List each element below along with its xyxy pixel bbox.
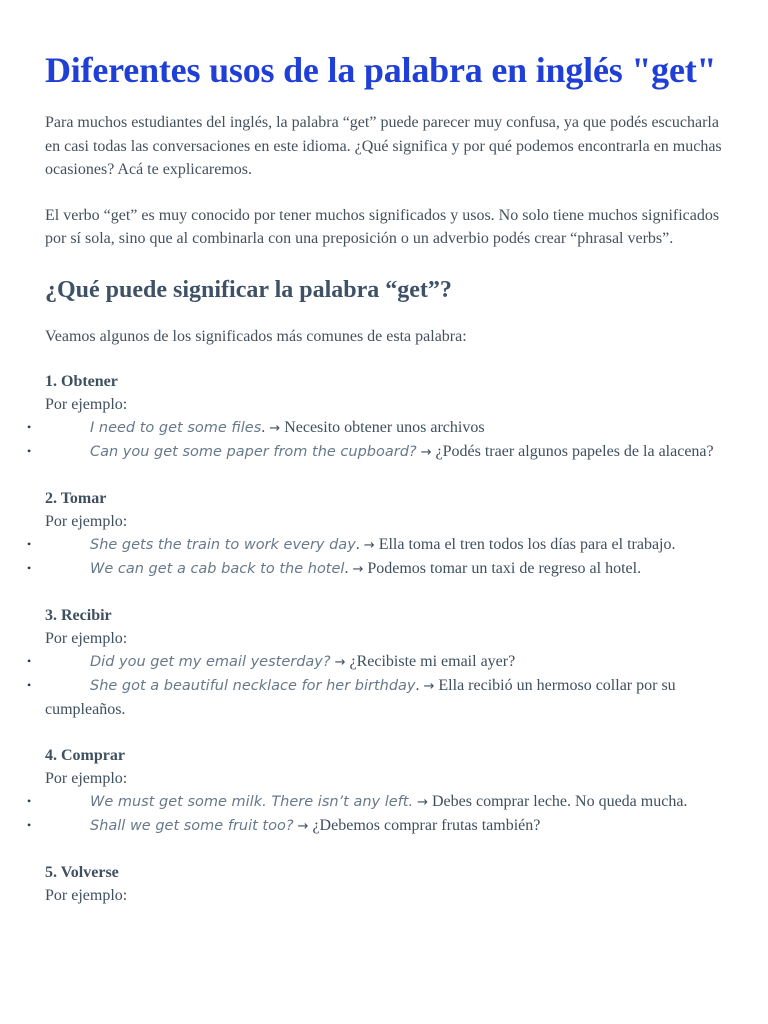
english-sentence: She got a beautiful necklace for her birthday xyxy=(90,678,416,694)
spanish-translation: Ella toma el tren todos los días para el trabajo. xyxy=(378,536,676,553)
intro-paragraph-2: El verbo “get” es muy conocido por tener muchos significados y usos. No solo tiene muchos significados por sí sola, sino que al combinarla con una preposición o un adverbio podés crear “phrasal verbs”. xyxy=(45,206,720,247)
arrow-right-icon: → xyxy=(352,562,364,577)
spanish-translation: Debes comprar leche. No queda mucha. xyxy=(431,793,688,810)
example-list xyxy=(27,533,735,581)
english-sentence: We must get some milk. There isn’t any left. xyxy=(90,794,414,810)
arrow-right-icon: → xyxy=(420,445,432,460)
sentence-period: . xyxy=(261,419,266,436)
lead-paragraph: Veamos algunos de los significados más comunes de esta palabra: xyxy=(45,327,467,345)
meaning-section xyxy=(27,487,735,581)
bullet-icon: • xyxy=(27,654,32,668)
spanish-translation: Ella recibió un hermoso collar por su cumpleaños. xyxy=(45,677,676,718)
example-list xyxy=(27,790,735,838)
document-page xyxy=(27,50,735,907)
arrow-right-icon: → xyxy=(363,538,375,553)
example-label: Por ejemplo: xyxy=(45,770,128,787)
meaning-section xyxy=(27,370,735,464)
bullet-icon: • xyxy=(27,678,32,692)
example-item xyxy=(27,790,735,814)
example-item xyxy=(27,674,735,721)
bullet-icon: • xyxy=(27,561,32,575)
arrow-right-icon: → xyxy=(334,655,346,670)
bullet-icon: • xyxy=(27,794,32,808)
section-heading: ¿Qué puede significar la palabra “get”? xyxy=(45,276,452,303)
english-sentence: Shall we get some fruit too? xyxy=(90,818,294,834)
english-sentence: We can get a cab back to the hotel xyxy=(90,561,345,577)
example-list xyxy=(27,416,735,464)
example-item xyxy=(27,533,735,557)
bullet-icon: • xyxy=(27,537,32,551)
arrow-right-icon: → xyxy=(417,795,428,810)
example-item xyxy=(27,416,735,440)
meaning-title: 4. Comprar xyxy=(45,747,125,764)
english-sentence: She gets the train to work every day xyxy=(90,537,356,553)
sentence-period: . xyxy=(355,536,360,553)
meaning-title: 5. Volverse xyxy=(45,864,119,881)
sentence-period: . xyxy=(344,560,349,577)
example-label: Por ejemplo: xyxy=(45,513,128,530)
meaning-title: 2. Tomar xyxy=(45,490,107,507)
spanish-translation: ¿Debemos comprar frutas también? xyxy=(312,817,541,834)
example-item xyxy=(27,814,735,838)
sentence-period: . xyxy=(415,677,420,694)
english-sentence: I need to get some files xyxy=(90,420,262,436)
intro-paragraph-1: Para muchos estudiantes del inglés, la palabra “get” puede parecer muy confusa, ya que podés escucharla en casi todas las conversaciones en este idioma. ¿Qué significa y por qué podemos encontrarla en muchas ocasiones? Acá te explicaremos. xyxy=(45,114,722,178)
english-sentence: Can you get some paper from the cupboard? xyxy=(90,444,417,460)
arrow-right-icon: → xyxy=(297,819,309,834)
meanings-list xyxy=(27,370,735,907)
example-item xyxy=(27,650,735,674)
english-sentence: Did you get my email yesterday? xyxy=(90,654,331,670)
example-label: Por ejemplo: xyxy=(45,396,128,413)
arrow-right-icon: → xyxy=(423,679,435,694)
example-item xyxy=(27,557,735,581)
bullet-icon: • xyxy=(27,444,32,458)
meaning-title: 1. Obtener xyxy=(45,373,118,390)
page-title: Diferentes usos de la palabra en inglés "get" xyxy=(45,50,717,90)
meaning-section xyxy=(27,744,735,838)
spanish-translation: Necesito obtener unos archivos xyxy=(284,419,485,436)
meaning-title: 3. Recibir xyxy=(45,607,112,624)
bullet-icon: • xyxy=(27,420,32,434)
bullet-icon: • xyxy=(27,818,32,832)
meaning-section xyxy=(27,604,735,721)
example-label: Por ejemplo: xyxy=(45,887,128,904)
example-list xyxy=(27,650,735,721)
spanish-translation: ¿Podés traer algunos papeles de la alacena? xyxy=(435,443,714,460)
example-item xyxy=(27,440,735,464)
spanish-translation: Podemos tomar un taxi de regreso al hotel. xyxy=(367,560,642,577)
meaning-section xyxy=(45,861,735,907)
arrow-right-icon: → xyxy=(269,421,281,436)
example-label: Por ejemplo: xyxy=(45,630,128,647)
spanish-translation: ¿Recibiste mi email ayer? xyxy=(349,653,516,670)
